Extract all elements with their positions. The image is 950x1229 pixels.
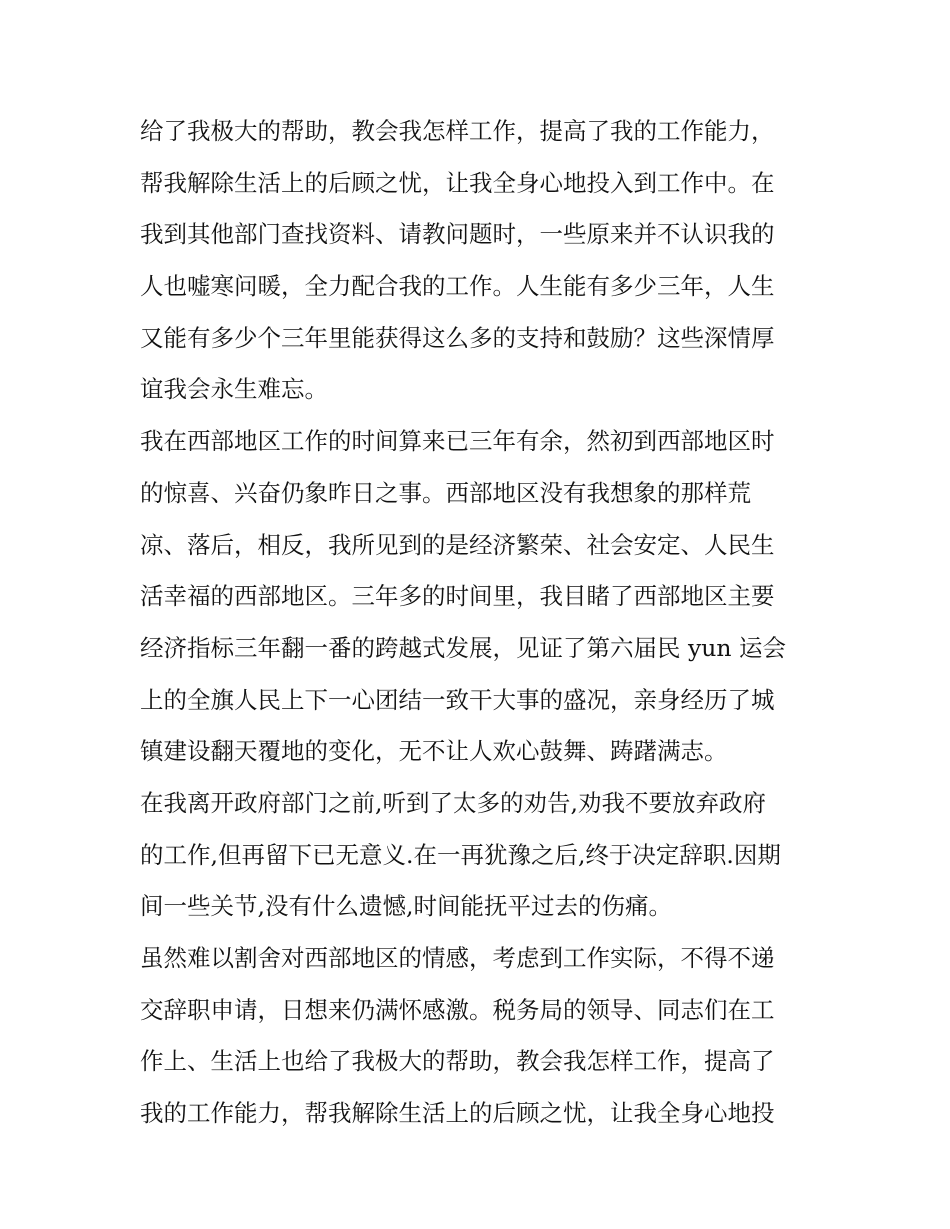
text-line: 镇建设翻天覆地的变化，无不让人欢心鼓舞、踌躇满志。 <box>140 737 728 766</box>
text-line: 的惊喜、兴奋仍象昨日之事。西部地区没有我想象的那样荒 <box>140 478 751 507</box>
text-line: 活幸福的西部地区。三年多的时间里，我目睹了西部地区主要 <box>140 582 775 611</box>
paragraph-3 <box>140 778 820 933</box>
text-line: 凉、落后，相反，我所见到的是经济繁荣、社会安定、人民生 <box>140 530 775 559</box>
text-line: 的工作,但再留下已无意义.在一再犹豫之后,终于决定辞职.因期 <box>140 840 781 869</box>
body-text <box>140 106 820 1140</box>
text-line: 给了我极大的帮助，教会我怎样工作，提高了我的工作能力， <box>140 117 775 145</box>
text-line: 我在西部地区工作的时间算来已三年有余，然初到西部地区时 <box>140 427 775 456</box>
text-line: 交辞职申请，日想来仍满怀感激。税务局的领导、同志们在工 <box>140 995 775 1024</box>
text-line: 我的工作能力，帮我解除生活上的后顾之忧，让我全身心地投 <box>140 1099 775 1128</box>
paragraph-1 <box>140 106 820 416</box>
paragraph-2 <box>140 416 820 778</box>
text-line: 上的全旗人民上下一心团结一致干大事的盛况，亲身经历了城 <box>140 685 775 714</box>
text-line: 我到其他部门查找资料、请教问题时，一些原来并不认识我的 <box>140 220 775 249</box>
text-line: 谊我会永生难忘。 <box>140 375 328 404</box>
text-line: 作上、生活上也给了我极大的帮助，教会我怎样工作，提高了 <box>140 1047 775 1076</box>
text-line: 经济指标三年翻一番的跨越式发展，见证了第六届民 yun 运会 <box>140 633 786 662</box>
text-line: 虽然难以割舍对西部地区的情感，考虑到工作实际，不得不递 <box>140 944 775 972</box>
text-line: 人也嘘寒问暖，全力配合我的工作。人生能有多少三年，人生 <box>140 272 775 301</box>
paragraph-4 <box>140 933 820 1140</box>
text-line: 帮我解除生活上的后顾之忧，让我全身心地投入到工作中。在 <box>140 168 775 197</box>
text-line: 又能有多少个三年里能获得这么多的支持和鼓励？这些深情厚 <box>140 323 775 352</box>
text-line: 在我离开政府部门之前,听到了太多的劝告,劝我不要放弃政府 <box>140 788 766 817</box>
text-line: 间一些关节,没有什么遗憾,时间能抚平过去的伤痛。 <box>140 892 672 921</box>
